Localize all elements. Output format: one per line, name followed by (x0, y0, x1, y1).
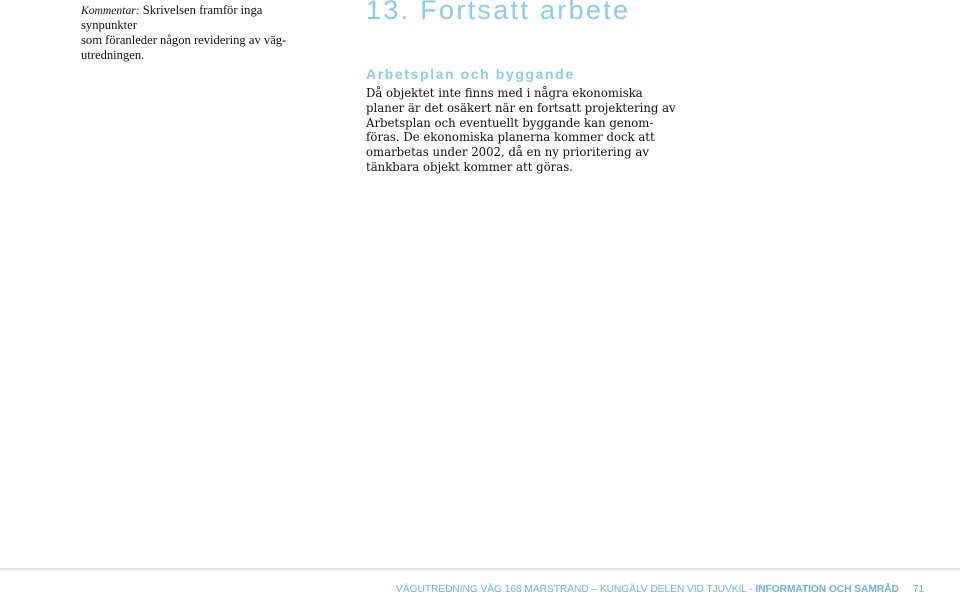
comment-line: Skrivelsen framför inga synpunkter (81, 3, 263, 32)
body-line: planer är det osäkert när en fortsatt projektering av (366, 100, 676, 115)
footer-subtitle: INFORMATION OCH SAMRÅD (755, 584, 899, 595)
body-line: föras. De ekonomiska planerna kommer dock att (366, 130, 655, 145)
section-heading: Arbetsplan och byggande (366, 66, 575, 82)
comment-line: utredningen. (81, 48, 145, 62)
body-line: omarbetas under 2002, då en ny prioritering av (366, 145, 649, 160)
footer-title: VÄGUTREDNING VÄG 168 MARSTRAND – KUNGÄLV DELEN VID TJUVKIL - (396, 584, 756, 595)
body-line: Arbetsplan och eventuellt byggande kan genom- (366, 115, 654, 130)
page-footer (396, 584, 924, 595)
footer-divider (0, 568, 960, 571)
chapter-title: 13. Fortsatt arbete (366, 0, 631, 25)
page-number: 71 (912, 584, 925, 595)
body-line: Då objektet inte finns med i några ekonomiska (366, 86, 643, 100)
comment-line: som föranleder någon revidering av väg- (81, 33, 287, 47)
section-body (366, 86, 676, 175)
reviewer-comment (81, 3, 291, 63)
body-line: tänkbara objekt kommer att göras. (366, 159, 573, 174)
comment-label: Kommentar: (81, 4, 140, 17)
